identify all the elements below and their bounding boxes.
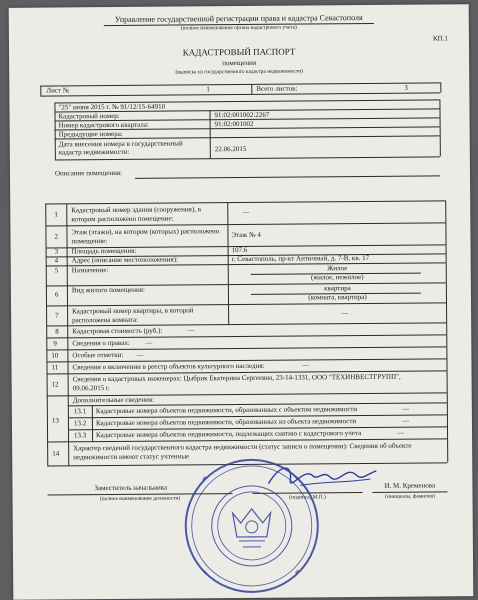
rule <box>55 156 440 160</box>
rule <box>439 99 440 156</box>
agency-name: Управление государственной регистрации права и кадастра Севастополя <box>114 13 363 24</box>
row-number: 1 <box>54 210 58 219</box>
entry-date-label: Дата внесения номера в государственный кадастр недвижимости: <box>58 139 183 157</box>
row-label: Сведения о включении в реестр объектов культурного наследия: <box>72 361 265 372</box>
row-label: Характер сведений государственного кадастра недвижимости (статус записи о помещении): Сведения об объекте недвижимости имеют статус учтенные <box>73 441 412 462</box>
row-label: Кадастровые номера объектов недвижимости, образованных из объекта недвижимости <box>95 417 357 428</box>
row-label: Кадастровые номера объектов недвижимости, подлежащих снятию с кадастрового учета <box>96 429 362 440</box>
row-number: 13.3 <box>74 431 87 440</box>
rule <box>251 84 252 94</box>
document-title: КАДАСТРОВЫЙ ПАСПОРТ <box>182 46 296 58</box>
row-number: 4 <box>54 256 59 265</box>
row-number: 5 <box>54 266 59 275</box>
row-number: 11 <box>51 363 59 372</box>
entry-date-value: 22.06.2015 <box>214 144 247 154</box>
row-number: 8 <box>55 327 59 336</box>
total-sheets: 3 <box>404 83 408 92</box>
row-value: квартира <box>324 284 351 293</box>
row-number: 3 <box>54 247 59 256</box>
rule <box>440 82 441 92</box>
rule <box>92 405 93 441</box>
row-number: 2 <box>54 232 59 241</box>
row-number: 7 <box>55 311 59 320</box>
row-caption: (комната, квартира) <box>308 293 367 302</box>
request-date-line: "25" июня 2015 г. № 91/12/15-64910 <box>58 102 166 112</box>
rule <box>66 203 69 465</box>
sheet-label: Лист № <box>46 86 70 95</box>
row-label: Кадастровый номер квартиры, в которой расположена комната: <box>72 306 194 325</box>
rule <box>209 110 210 158</box>
passport-sheet <box>9 4 474 600</box>
subtitle-caption: (выписка из государственного кадастра недвижимости) <box>175 68 303 76</box>
rule <box>40 92 440 96</box>
cadastral-number-label: Кадастровый номер: <box>58 111 120 121</box>
row-value: — <box>397 428 405 437</box>
rule <box>40 86 41 96</box>
row-value: — <box>187 326 195 335</box>
row-value: г. Севастополь, пр-кт Античный, д. 7-В, кв. 17 <box>231 253 370 264</box>
previous-numbers-label: Предыдущие номера: <box>58 129 123 139</box>
sheet-number: 1 <box>206 85 210 94</box>
row-number: 14 <box>52 449 60 458</box>
row-number: 12 <box>51 380 59 389</box>
row-number: 9 <box>53 339 57 348</box>
row-value: — <box>341 309 349 318</box>
rule <box>46 302 446 306</box>
row-number: 13.1 <box>73 407 87 416</box>
description-title: Описание помещения: <box>54 168 123 178</box>
name-caption: (инициалы, фамилия) <box>385 493 435 500</box>
row-label: Кадастровая стоимость (руб.): <box>72 326 163 336</box>
official-seal <box>182 456 321 595</box>
rule <box>445 200 448 462</box>
row-label: Сведения о кадастровых инженерах: Цыбрик Екатерина Сергеевна, 23-14-1331, ООО "ТЕХИНВЕСТГРУПП", 09.06.2015 г. <box>72 372 401 393</box>
document-subtitle: помещения <box>222 58 257 68</box>
quarter-number-value: 91:02:001002 <box>214 119 254 129</box>
cadastral-number-value: 91:02:001002:2267 <box>214 110 270 120</box>
signature-caption: (подпись, М.П.) <box>289 494 326 501</box>
row-label: Особые отметки: <box>72 350 124 360</box>
row-value: — <box>136 350 144 359</box>
row-value: — <box>401 416 409 425</box>
rule <box>47 462 447 466</box>
row-number: 6 <box>54 290 59 299</box>
row-value: — <box>401 404 409 413</box>
quarter-number-label: Номер кадастрового квартала: <box>58 120 149 130</box>
total-sheets-label: Всего листов: <box>256 84 298 93</box>
row-label: Адрес (описание местоположения): <box>71 255 179 265</box>
signatory-position: Заместитель начальника <box>94 483 168 493</box>
row-value: Жилое <box>327 264 348 273</box>
position-caption: (полное наименование должности) <box>99 495 181 503</box>
row-value: — <box>301 361 309 370</box>
row-value: 107.6 <box>231 245 248 255</box>
rule <box>45 204 48 466</box>
rule <box>135 175 440 178</box>
signatory-name: И. М. Кременова <box>384 481 436 490</box>
row-label: Площадь помещения: <box>71 246 137 256</box>
row-label: Вид жилого помещения: <box>71 285 145 295</box>
row-label: Кадастровый номер здания (сооружения), в котором расположено помещение: <box>71 205 202 224</box>
row-value: — <box>242 207 250 216</box>
row-label: Назначение: <box>71 266 109 275</box>
row-number: 13 <box>51 416 59 425</box>
form-code: КП.1 <box>432 34 448 43</box>
row-value: Этаж № 4 <box>231 230 261 240</box>
row-label: Кадастровые номера объектов недвижимости, образованных с объектом недвижимости <box>95 405 358 416</box>
row-label: Сведения о правах: <box>72 338 130 348</box>
row-number: 10 <box>51 351 59 360</box>
row-value: — <box>145 338 153 347</box>
row-label: Этаж (этажи), на котором (которых) расположено помещение: <box>71 227 220 246</box>
row-caption: (жилое, нежилое) <box>310 273 364 282</box>
row-label: Дополнительные сведения: <box>72 395 155 405</box>
agency-caption: (полное наименование органа кадастрового учета) <box>180 24 297 32</box>
rule <box>40 82 440 86</box>
rule <box>45 200 445 204</box>
row-number: 13.2 <box>73 419 87 428</box>
